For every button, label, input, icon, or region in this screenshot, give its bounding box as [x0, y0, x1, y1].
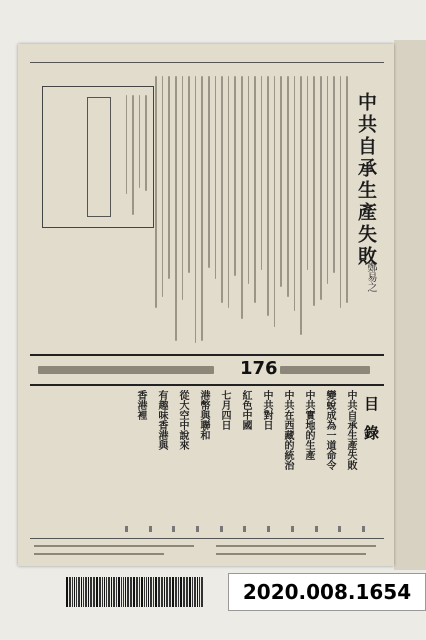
- barcode-bar: [127, 577, 129, 607]
- barcode-bar: [106, 577, 107, 607]
- text-line: [208, 76, 210, 268]
- barcode-bar: [175, 577, 177, 607]
- barcode-bar: [85, 577, 87, 607]
- text-line: [168, 76, 170, 279]
- barcode-bar: [189, 577, 191, 607]
- article-title: 中共自承生產失敗: [355, 92, 377, 268]
- text-line: [254, 76, 256, 303]
- barcode-bar: [121, 577, 122, 607]
- barcode-bar: [78, 577, 80, 607]
- toc-page-numbers: [125, 526, 365, 536]
- barcode-bar: [158, 577, 160, 607]
- toc-entry: 中共在西藏的統治: [282, 390, 293, 470]
- adjacent-page-edge: [394, 40, 426, 570]
- barcode-bar: [180, 577, 182, 607]
- barcode-bar: [113, 577, 115, 607]
- toc-entry: 中共對日: [261, 390, 272, 430]
- catalogue-number: 2020.008.1654: [228, 573, 426, 611]
- notice-box: [42, 86, 154, 228]
- text-line: [175, 76, 177, 341]
- barcode-bar: [99, 577, 101, 607]
- masthead-text-right: [280, 366, 370, 374]
- barcode-bar: [164, 577, 165, 607]
- text-line: [280, 76, 282, 287]
- toc-entry: 變蛻成為一道命令: [324, 390, 335, 470]
- text-line: [340, 76, 342, 308]
- barcode-bar: [192, 577, 193, 607]
- text-line: [145, 95, 147, 191]
- barcode-bar: [153, 577, 154, 607]
- toc-entry: 中共自承生產失敗: [345, 390, 356, 470]
- text-line: [248, 76, 250, 284]
- barcode-bar: [197, 577, 198, 607]
- barcode-bar: [194, 577, 196, 607]
- table-of-contents: [30, 386, 384, 536]
- issue-number: 176: [240, 358, 278, 379]
- article-author: 鄭易之: [365, 262, 376, 292]
- text-line: [188, 76, 190, 273]
- barcode-bar: [69, 577, 71, 607]
- text-line: [300, 76, 302, 335]
- barcode-bar: [90, 577, 92, 607]
- text-line: [241, 76, 243, 319]
- barcode-bar: [102, 577, 103, 607]
- barcode-bar: [139, 577, 140, 607]
- barcode-bar: [104, 577, 105, 607]
- masthead-text-left: [38, 366, 214, 374]
- notice-body-text: [126, 95, 147, 217]
- barcode-bar: [83, 577, 84, 607]
- text-line: [313, 76, 315, 306]
- barcode-bar: [161, 577, 163, 607]
- barcode-bar: [146, 577, 147, 607]
- text-line: [327, 76, 329, 284]
- toc-entry: 紅色中國: [240, 390, 251, 430]
- barcode-bar: [72, 577, 73, 607]
- barcode-bar: [81, 577, 82, 607]
- barcode-bar: [74, 577, 75, 607]
- barcode-bar: [125, 577, 126, 607]
- barcode-bar: [155, 577, 157, 607]
- barcode-bar: [172, 577, 174, 607]
- text-line: [333, 76, 335, 273]
- barcode-bar: [66, 577, 68, 607]
- barcode-bar: [133, 577, 135, 607]
- barcode-bar: [178, 577, 179, 607]
- barcode-bar: [169, 577, 171, 607]
- text-line: [346, 76, 348, 303]
- toc-entry: 香港裡: [135, 390, 146, 420]
- barcode-bar: [136, 577, 138, 607]
- barcode-bar: [76, 577, 77, 607]
- subscription-info: [30, 538, 384, 563]
- text-line: [307, 76, 309, 270]
- barcode-bar: [111, 577, 112, 607]
- text-line: [320, 76, 322, 300]
- text-line: [287, 76, 289, 297]
- barcode-bar: [186, 577, 188, 607]
- toc-entry: 港幣與聯和: [198, 390, 209, 440]
- toc-entry: 從大空中說來: [177, 390, 188, 450]
- barcode-bar: [144, 577, 145, 607]
- text-line: [201, 76, 203, 341]
- barcode-bar: [199, 577, 200, 607]
- barcode-bar: [150, 577, 152, 607]
- article-section: [30, 62, 384, 352]
- text-line: [267, 76, 269, 316]
- text-line: [228, 76, 230, 308]
- barcode-bar: [166, 577, 168, 607]
- notice-title-box: [87, 97, 111, 217]
- barcode-bar: [88, 577, 89, 607]
- toc-heading: 目錄: [362, 396, 380, 454]
- barcode-bar: [123, 577, 124, 607]
- barcode-bar: [96, 577, 98, 607]
- text-line: [221, 76, 223, 303]
- article-body-text: [155, 76, 348, 346]
- text-line: [126, 95, 128, 194]
- text-line: [215, 76, 217, 279]
- barcode-bar: [183, 577, 185, 607]
- text-line: [182, 76, 184, 300]
- text-line: [132, 95, 134, 215]
- toc-entry: 中共實地的生產: [303, 390, 314, 460]
- text-line: [261, 76, 263, 270]
- barcode-bar: [118, 577, 120, 607]
- text-line: [139, 95, 141, 188]
- text-line: [294, 76, 296, 311]
- masthead: [30, 354, 384, 386]
- top-rule: [30, 62, 384, 63]
- magazine-page: [18, 44, 394, 566]
- text-line: [162, 76, 164, 297]
- toc-entry: 七月四日: [219, 390, 230, 430]
- text-line: [195, 76, 197, 343]
- barcode-bar: [130, 577, 132, 607]
- toc-entry: 有趣味香港與: [156, 390, 167, 450]
- catalogue-tag: [66, 574, 426, 610]
- text-line: [234, 76, 236, 276]
- text-line: [155, 76, 157, 308]
- barcode-bar: [116, 577, 117, 607]
- barcode-bar: [141, 577, 143, 607]
- barcode: [66, 577, 228, 607]
- barcode-bar: [148, 577, 149, 607]
- barcode-bar: [201, 577, 203, 607]
- barcode-bar: [108, 577, 110, 607]
- text-line: [274, 76, 276, 327]
- barcode-bar: [93, 577, 95, 607]
